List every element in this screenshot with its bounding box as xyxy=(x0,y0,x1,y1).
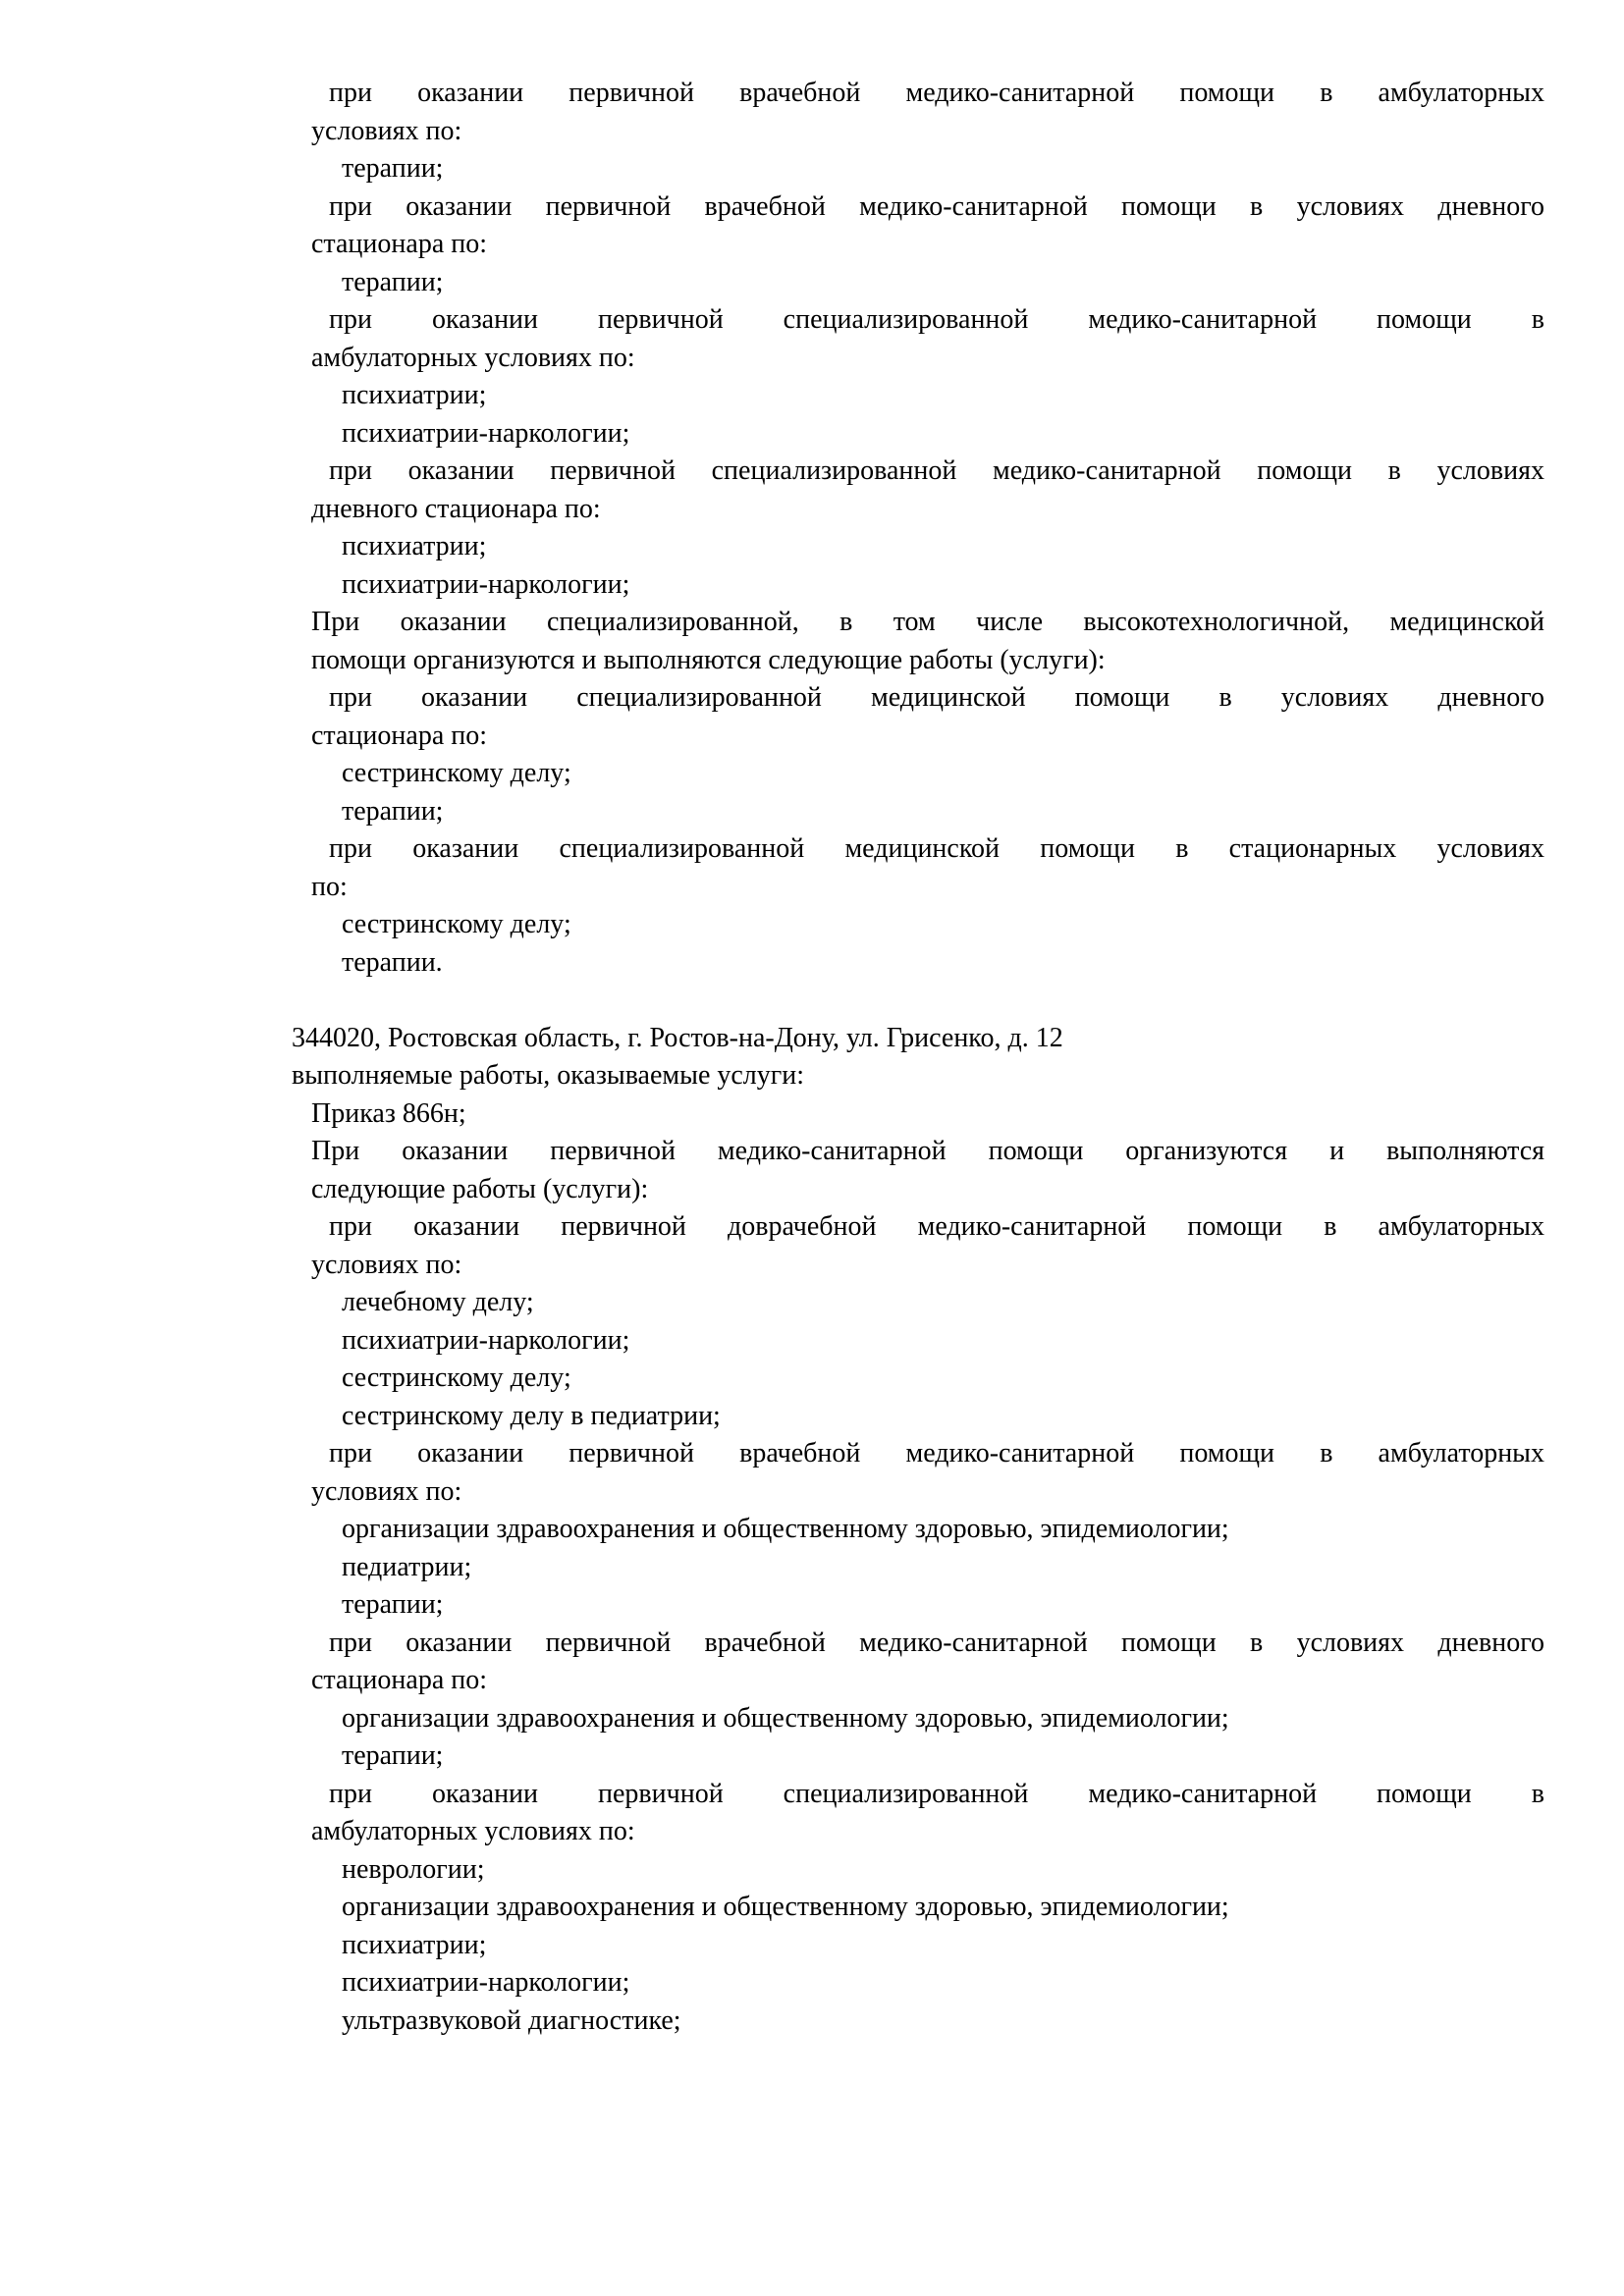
text-line: организации здравоохранения и общественному здоровью, эпидемиологии; xyxy=(342,1892,1229,1922)
text-line: психиатрии; xyxy=(342,380,487,410)
text-line: терапии; xyxy=(342,795,444,827)
text-line: терапии; xyxy=(342,1589,444,1620)
text-line: выполняемые работы, оказываемые услуги: xyxy=(292,1060,805,1091)
text-line: дневного стационара по: xyxy=(311,493,601,524)
text-line: неврологии; xyxy=(342,1853,485,1885)
text-line: амбулаторных условиях по: xyxy=(311,342,635,373)
text-line: Приказ 866н; xyxy=(311,1097,466,1129)
text-line: условиях по: xyxy=(311,115,462,146)
text-line: 344020, Ростовская область, г. Ростов-на-Дону, ул. Грисенко, д. 12 xyxy=(292,1022,1063,1053)
document-body xyxy=(292,75,1544,2040)
text-line: амбулаторных условиях по: xyxy=(311,1816,635,1846)
text-line: стационара по: xyxy=(311,720,488,751)
text-line: при оказании первичной доврачебной медико-санитарной помощи в амбулаторных xyxy=(329,1211,1544,1242)
text-line: сестринскому делу; xyxy=(342,758,571,788)
text-line: ультразвуковой диагностике; xyxy=(342,2004,681,2036)
text-line: психиатрии-наркологии; xyxy=(342,1324,630,1356)
text-line: при оказании первичной специализированной медико-санитарной помощи в xyxy=(329,1778,1544,1809)
text-line: терапии; xyxy=(342,1740,444,1771)
text-line: терапии; xyxy=(342,266,444,297)
text-line: организации здравоохранения и общественному здоровью, эпидемиологии; xyxy=(342,1702,1229,1734)
text-line: при оказании специализированной медицинской помощи в стационарных условиях xyxy=(329,833,1544,864)
text-line: психиатрии-наркологии; xyxy=(342,417,630,449)
text-line: лечебному делу; xyxy=(342,1287,534,1317)
text-line: сестринскому делу в педиатрии; xyxy=(342,1400,721,1431)
text-line: при оказании первичной врачебной медико-санитарной помощи в условиях дневного xyxy=(329,1627,1544,1658)
text-line: стационара по: xyxy=(311,229,488,259)
text-line: при оказании первичной врачебной медико-санитарной помощи в амбулаторных xyxy=(329,78,1544,108)
text-line: При оказании первичной медико-санитарной помощи организуются и выполняются xyxy=(311,1136,1544,1166)
text-line: условиях по: xyxy=(311,1249,462,1280)
text-line: при оказании первичной специализированной медико-санитарной помощи в условиях xyxy=(329,455,1544,486)
text-line: следующие работы (услуги): xyxy=(311,1173,649,1204)
text-line: педиатрии; xyxy=(342,1551,472,1582)
text-line: сестринскому делу; xyxy=(342,909,571,939)
blank-line xyxy=(292,982,1544,1020)
text-line: при оказании первичной специализированной медико-санитарной помощи в xyxy=(329,304,1544,335)
text-line: психиатрии; xyxy=(342,1929,487,1960)
text-line: по: xyxy=(311,871,348,902)
text-line: при оказании специализированной медицинской помощи в условиях дневного xyxy=(329,682,1544,713)
text-line: стационара по: xyxy=(311,1665,488,1695)
text-line: психиатрии-наркологии; xyxy=(342,568,630,600)
text-line: условиях по: xyxy=(311,1475,462,1507)
text-line: терапии. xyxy=(342,946,443,978)
text-line: психиатрии; xyxy=(342,531,487,561)
text-line: психиатрии-наркологии; xyxy=(342,1967,630,1998)
text-line: терапии; xyxy=(342,153,444,184)
text-line: При оказании специализированной, в том числе высокотехнологичной, медицинской xyxy=(311,607,1544,637)
text-line: сестринскому делу; xyxy=(342,1362,571,1393)
text-line: помощи организуются и выполняются следующие работы (услуги): xyxy=(311,644,1106,675)
text-line: при оказании первичной врачебной медико-санитарной помощи в условиях дневного xyxy=(329,190,1544,222)
text-line: организации здравоохранения и общественному здоровью, эпидемиологии; xyxy=(342,1514,1229,1544)
text-line: при оказании первичной врачебной медико-санитарной помощи в амбулаторных xyxy=(329,1438,1544,1468)
